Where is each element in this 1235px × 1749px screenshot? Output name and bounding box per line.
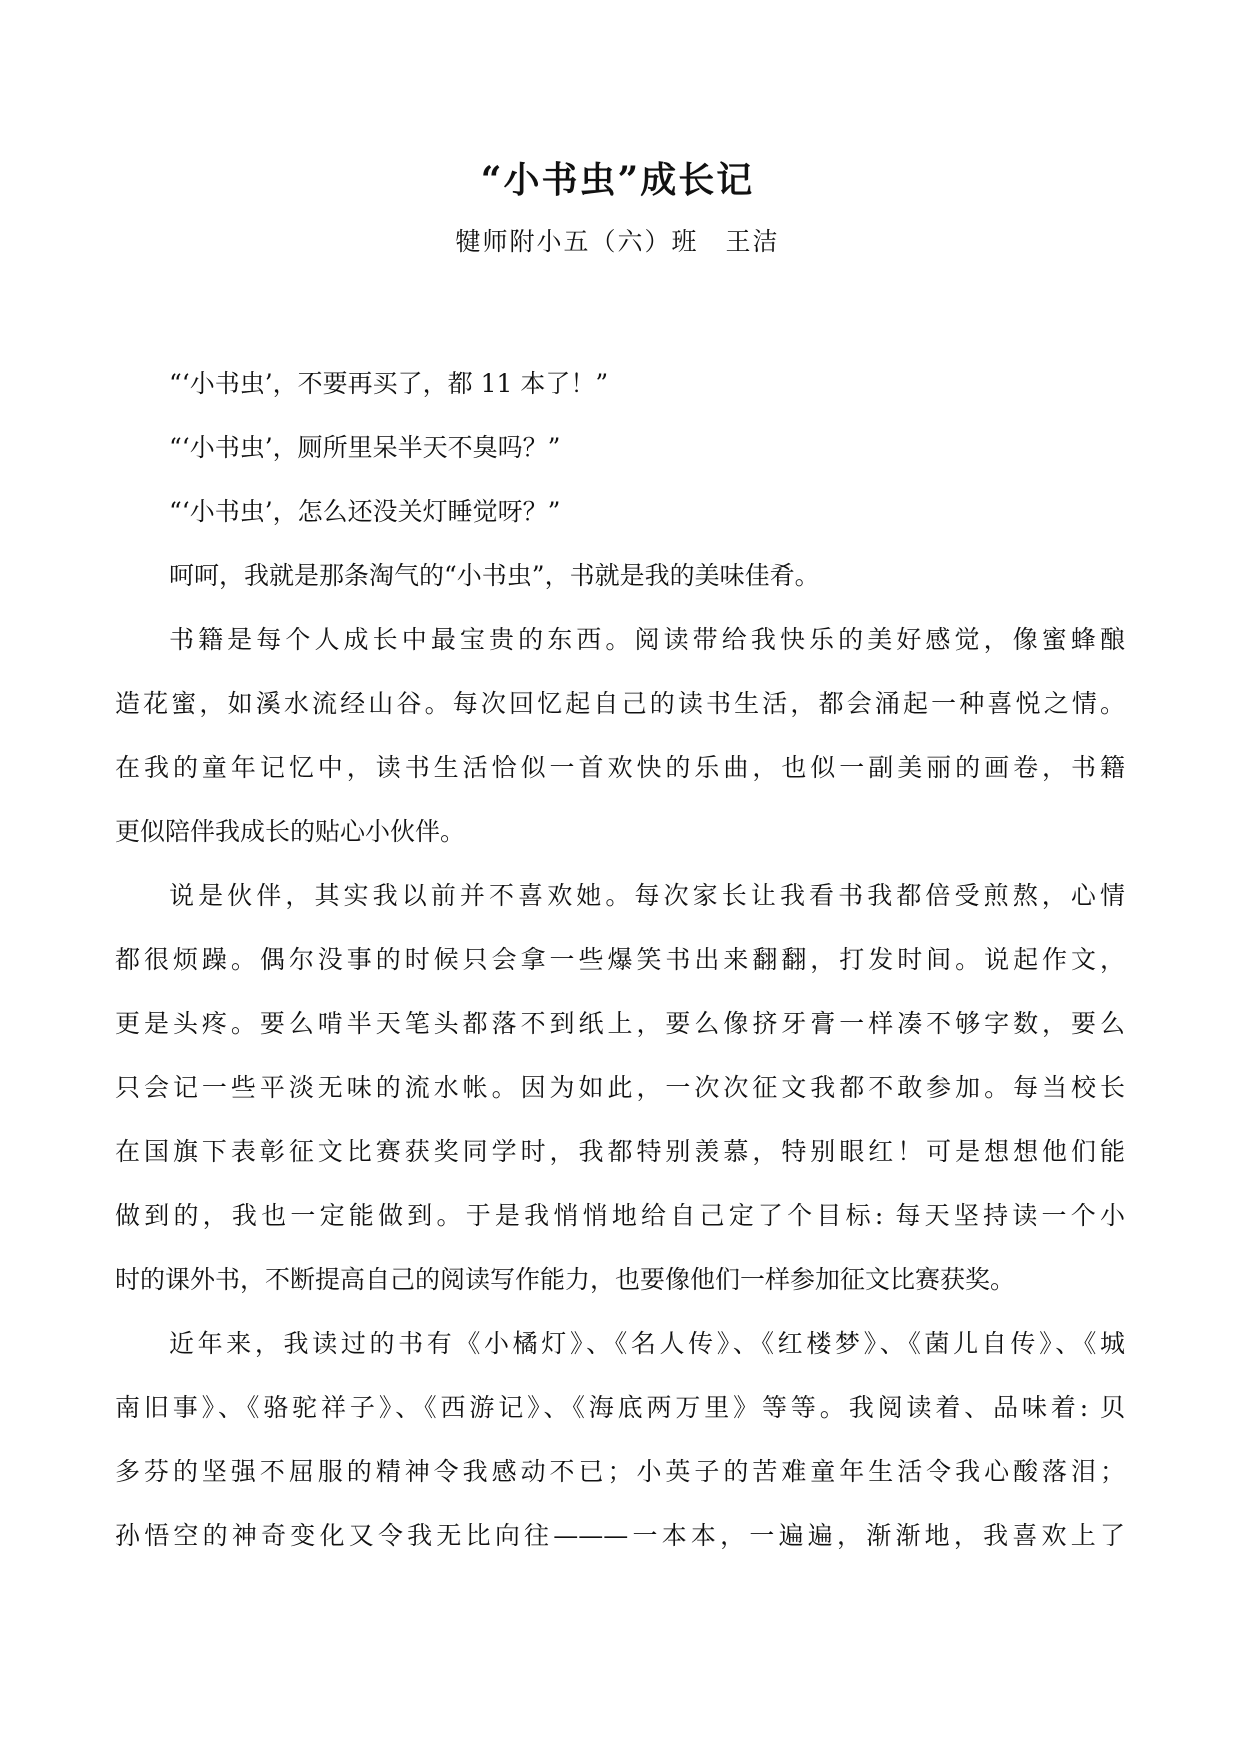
text-line: 孙悟空的神奇变化又令我无比向往———一本本，一遍遍，渐渐地，我喜欢上了 xyxy=(115,1521,1125,1550)
text-line: 呵呵，我就是那条淘气的“小书虫”，书就是我的美味佳肴。 xyxy=(169,561,820,590)
text-line: 近年来，我读过的书有《小橘灯》、《名人传》、《红楼梦》、《菌儿自传》、《城 xyxy=(169,1329,1125,1358)
text-line: “‘小书虫’，厕所里呆半天不臭吗？” xyxy=(169,433,561,462)
document-title: “小书虫”成长记 xyxy=(480,159,755,201)
author-byline: 犍师附小五（六）班 王洁 xyxy=(455,227,780,256)
text-line: 造花蜜，如溪水流经山谷。每次回忆起自己的读书生活，都会涌起一种喜悦之情。 xyxy=(115,689,1125,718)
text-line: 多芬的坚强不屈服的精神令我感动不已；小英子的苦难童年生活令我心酸落泪； xyxy=(115,1457,1125,1486)
text-line: 说是伙伴，其实我以前并不喜欢她。每次家长让我看书我都倍受煎熬，心情 xyxy=(169,881,1125,910)
text-line: 在国旗下表彰征文比赛获奖同学时，我都特别羡慕，特别眼红！可是想想他们能 xyxy=(115,1137,1125,1166)
text-line: 时的课外书，不断提高自己的阅读写作能力，也要像他们一样参加征文比赛获奖。 xyxy=(115,1265,1016,1294)
text-line: 书籍是每个人成长中最宝贵的东西。阅读带给我快乐的美好感觉，像蜜蜂酿 xyxy=(169,625,1125,654)
text-line: 都很烦躁。偶尔没事的时候只会拿一些爆笑书出来翻翻，打发时间。说起作文， xyxy=(115,945,1125,974)
text-line: 做到的，我也一定能做到。于是我悄悄地给自己定了个目标: 每天坚持读一个小 xyxy=(115,1201,1125,1230)
text-line: 只会记一些平淡无味的流水帐。因为如此，一次次征文我都不敢参加。每当校长 xyxy=(115,1073,1125,1102)
text-line: 更是头疼。要么啃半天笔头都落不到纸上，要么像挤牙膏一样凑不够字数，要么 xyxy=(115,1009,1125,1038)
text-line: 南旧事》、《骆驼祥子》、《西游记》、《海底两万里》等等。我阅读着、品味着: 贝 xyxy=(115,1393,1125,1422)
body-text xyxy=(115,352,1125,1568)
text-line: 在我的童年记忆中，读书生活恰似一首欢快的乐曲，也似一副美丽的画卷，书籍 xyxy=(115,753,1125,782)
text-line: 更似陪伴我成长的贴心小伙伴。 xyxy=(115,817,466,846)
text-line: “‘小书虫’，不要再买了，都 11 本了！” xyxy=(169,369,609,398)
text-line: “‘小书虫’，怎么还没关灯睡觉呀？” xyxy=(169,497,561,526)
